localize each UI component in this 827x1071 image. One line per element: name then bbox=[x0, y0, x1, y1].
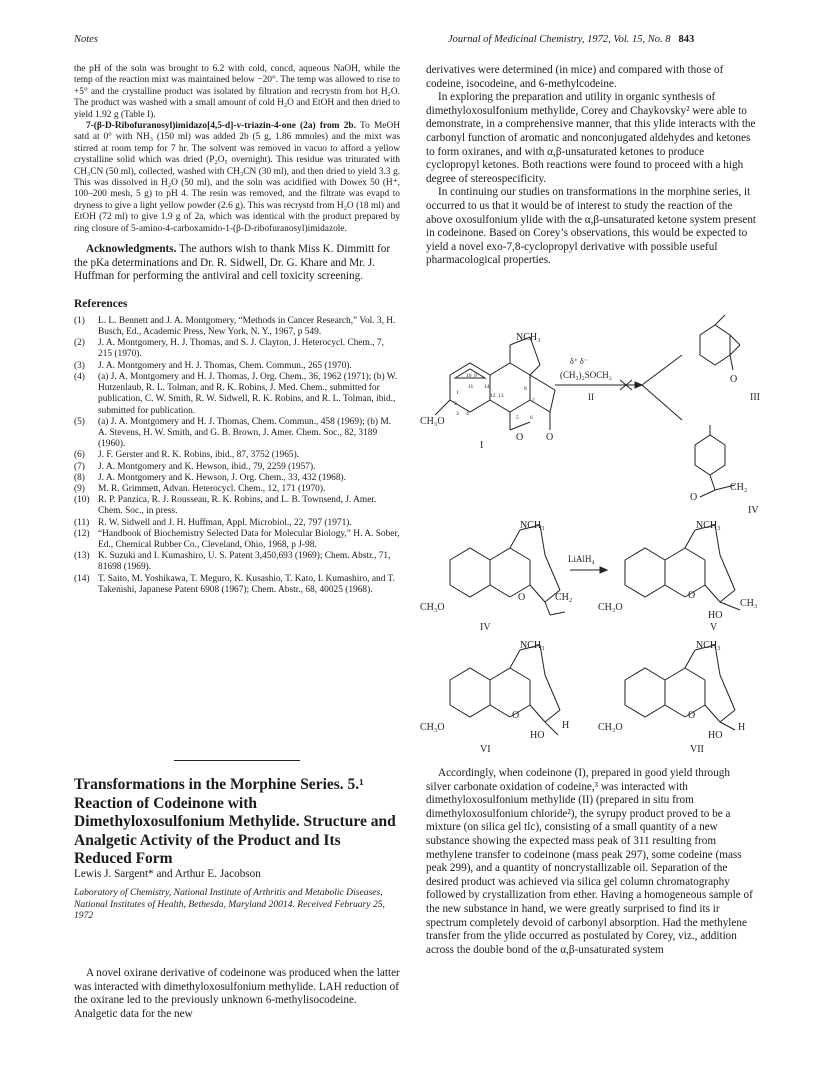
reference-number: (10) bbox=[74, 495, 90, 506]
reference-item bbox=[74, 316, 400, 338]
compound-label-V: V bbox=[710, 622, 718, 633]
ring-number: 14 bbox=[484, 384, 490, 390]
ring-number: 10 bbox=[466, 373, 472, 379]
reference-text: R. W. Sidwell and J. H. Huffman, Appl. Microbiol., 22, 797 (1971). bbox=[98, 517, 352, 528]
references-list bbox=[74, 316, 400, 596]
journal-citation: Journal of Medicinal Chemistry, 1972, Vol. 15, No. 8 bbox=[448, 34, 671, 45]
results-text: Accordingly, when codeinone (I), prepared in good yield through silver carbonate oxidation of codeine,³ was interacted with dimethyloxosulfonium methylide (II) (prepared in situ from dimethyloxosulfonium chloride²), the syrupy product proved to be a mixture (on silica gel tlc), consisting of a small quantity of a new substance showing the expected mass peak of 311 resulting from methylene transfer to codeinone (mass peak 297), some codeine (mass peak 299), and a quantity of noncrystallizable oil. Separation of the desired product was achieved via silica gel column chromatography followed by crystallization from ether. Having a homogeneous sample of the new substance in hand, we were greatly surprised to find its ir spectrum completely devoid of carbonyl absorption. Had the methylene transfer from the ylide occurred as postulated by Corey, viz., addition across the double bond of the α,β-unsaturated system bbox=[426, 767, 753, 956]
reference-text: L. L. Bennett and J. A. Montgomery, “Methods in Cancer Research,” Vol. 3, H. Busch, Ed., Academic Press, New York, N. Y., 1967, p 549. bbox=[98, 315, 396, 338]
label-nch3: NCH₃ bbox=[520, 520, 545, 531]
ring-number: 4 bbox=[466, 411, 469, 417]
experimental-paragraph-2 bbox=[74, 121, 400, 235]
section-divider bbox=[174, 760, 300, 761]
structure-I bbox=[435, 337, 555, 430]
reference-item bbox=[74, 574, 400, 596]
reference-text: M. R. Grimmett, Advan. Heterocycl. Chem., 12, 171 (1970). bbox=[98, 483, 326, 494]
reference-number: (3) bbox=[74, 360, 85, 371]
label-o: O bbox=[512, 710, 520, 721]
reference-text: “Handbook of Biochemistry Selected Data for Molecular Biology,” H. A. Sober, Ed., Chemical Rubber Co., Cleveland, Ohio, 1968, p J-98. bbox=[98, 528, 400, 550]
label-ch2: CH₂ bbox=[730, 482, 748, 493]
reference-number: (11) bbox=[74, 517, 90, 528]
reference-number: (1) bbox=[74, 315, 85, 326]
ring-number: 13 bbox=[498, 393, 504, 399]
reagent-lialh4: LiAlH₄ bbox=[568, 554, 595, 564]
label-o: O bbox=[516, 432, 524, 443]
reagent-formula: (CH₃)₂SOCH₂ bbox=[560, 370, 612, 380]
label-ch3o: CH₃O bbox=[420, 416, 445, 427]
label-nch3: NCH₃ bbox=[516, 332, 541, 343]
structure-V bbox=[625, 525, 740, 610]
compound-label-VI: VI bbox=[480, 744, 491, 755]
ring-number: 12 bbox=[490, 393, 496, 399]
reference-number: (5) bbox=[74, 416, 85, 427]
reference-number: (4) bbox=[74, 371, 85, 382]
ring-number: 7 bbox=[532, 398, 535, 404]
label-o: O bbox=[546, 432, 554, 443]
intro-paragraph-2: In continuing our studies on transformations in the morphine series, it occurred to us that it would be of interest to study the reaction of the above oxosulfonium ylide with the α,β-unsaturated ketone system present in codeinone. Based on Corey’s observations, this would be expected to yield a novel exo-7,8-cyclopropyl derivative with possible useful pharmacological properties. bbox=[426, 186, 757, 267]
label-ch3o: CH₃O bbox=[420, 602, 445, 613]
reference-text: T. Saito, M. Yoshikawa, T. Meguro, K. Kusashio, T. Kato, I. Kumashiro, and T. Takenishi, Japanese Patent 6908 (1967); Chem. Abstr., 68, 40025 (1968). bbox=[98, 573, 395, 595]
reference-item bbox=[74, 529, 400, 551]
page-number: 843 bbox=[678, 34, 695, 45]
references-heading: References bbox=[74, 297, 128, 310]
ring-number: 8 bbox=[524, 386, 527, 392]
reference-text: J. A. Montgomery and H. J. Thomas, Chem. Commun., 265 (1970). bbox=[98, 360, 352, 371]
reference-item bbox=[74, 450, 400, 461]
reference-item bbox=[74, 361, 400, 372]
intro-paragraph: In exploring the preparation and utility in organic synthesis of dimethyloxosulfonium methylide, Corey and Chaykovsky² were able to demonstrate, in a comprehensive manner, that this ylide interacts with the carbonyl function of aromatic and nonconjugated aldehydes and ketones to form oxiranes, and with α,β-unsaturated ketones to produce cyclopropyl ketones. Both reactions were found to proceed with a high degree of stereospecificity. bbox=[426, 91, 756, 185]
reference-number: (6) bbox=[74, 450, 85, 461]
experimental-paragraph: the pH of the soln was brought to 6.2 with cold, concd, aqueous NaOH, while the temp of the reaction mixt was maintained below −20°. The temp was allowed to rise to +5° and the crystalline product was isolated by filtration and recrystn from hot H₂O. The product was washed with a small amount of cold H₂O and EtOH and then dried to yield 1.92 g (Table I). bbox=[74, 64, 400, 120]
abstract-text: A novel oxirane derivative of codeinone was produced when the latter was interacted with dimethyloxosulfonium methylide. LAH reduction of the oxirane led to the previously unknown 6-methylisocodeine. Analgetic data for the new bbox=[74, 967, 400, 1020]
compound-label-IV-small: IV bbox=[748, 505, 759, 516]
label-o: O bbox=[688, 590, 696, 601]
reference-text: R. P. Panzica, R. J. Rousseau, R. K. Robins, and L. B. Townsend, J. Amer. Chem. Soc., in press. bbox=[98, 495, 377, 517]
reference-text: J. A. Montgomery, H. J. Thomas, and S. J. Clayton, J. Heterocycl. Chem., 7, 215 (1970). bbox=[98, 338, 384, 360]
reference-number: (12) bbox=[74, 528, 90, 539]
label-o: O bbox=[688, 710, 696, 721]
reference-number: (2) bbox=[74, 338, 85, 349]
label-ho: HO bbox=[708, 610, 723, 621]
reference-item bbox=[74, 551, 400, 573]
reference-number: (7) bbox=[74, 461, 85, 472]
compound-label-III: III bbox=[750, 392, 760, 403]
label-ch2: CH₂ bbox=[555, 592, 573, 603]
ack-heading: Acknowledgments. bbox=[86, 243, 177, 256]
reference-text: K. Suzuki and I. Kumashiro, U. S. Patent 3,450,693 (1969); Chem. Abstr., 71, 81698 (1969). bbox=[98, 551, 391, 573]
reference-item bbox=[74, 473, 400, 484]
label-o: O bbox=[690, 492, 698, 503]
reference-item bbox=[74, 462, 400, 473]
right-column-text bbox=[426, 64, 756, 268]
acknowledgments bbox=[74, 243, 400, 284]
reference-item bbox=[74, 495, 400, 517]
reference-number: (13) bbox=[74, 551, 90, 562]
results-paragraph bbox=[426, 767, 756, 957]
ylide-charges: δ⁺ δ⁻ bbox=[570, 357, 588, 366]
label-o: O bbox=[518, 592, 526, 603]
ack-text: The authors wish to thank Miss K. Dimmitt for the pKa determinations and Dr. R. Sidwell, Dr. G. Khare and Mr. J. Huffman for performing the antiviral and cell toxicity screening. bbox=[74, 243, 391, 283]
label-ho: HO bbox=[530, 730, 545, 741]
reference-text: (a) J. A. Montgomery and H. J. Thomas, Chem. Commun., 458 (1969); (b) M. A. Stevens, H. W. Smith, and G. B. Brown, J. Amer. Chem. Soc., 82, 3189 (1960). bbox=[98, 416, 392, 450]
article-title: Transformations in the Morphine Series. 5.¹ Reaction of Codeinone with Dimethyloxosulfonium Methylide. Structure and Analgetic Activity of the Product and Its Reduced Form bbox=[74, 776, 396, 867]
label-nch3: NCH₃ bbox=[696, 640, 721, 651]
section-label: Notes bbox=[74, 34, 98, 45]
label-h: H bbox=[738, 722, 746, 733]
label-o: O bbox=[730, 374, 738, 385]
structure-VI bbox=[450, 645, 560, 735]
label-ch3o: CH₃O bbox=[598, 722, 623, 733]
experimental-text: To MeOH satd at 0° with NH₃ (150 ml) was added 2b (5 g, 1.86 mmoles) and the mixt was stirred at room temp for 7 hr. The solvent was removed in vacuo to afford a yellow crystalline solid which was dried (P₂O₅ overnight). This residue was triturated with CH₃CN (50 ml), collected, washed with CH₃CN (30 ml), and then dried to yield 3.3 g. This was dissolved in H₂O (50 ml), and the soln was acidified with Dowex 50 (H⁺, 100–200 mesh, 5 g) to pH 4. The resin was removed, and the filtrate was evapd to dryness to give a light yellow powder (2.6 g). This was recrystd from H₂O (18 ml) and EtOH (72 ml) to give 1.9 g of 2a, which was identical with the product prepared by ring closure of 5-amino-4-carboxamido-1-(β-D-ribofuranosyl)imidazole. bbox=[74, 121, 400, 234]
ring-number: 6 bbox=[530, 415, 533, 421]
structure-VII bbox=[625, 645, 735, 730]
reference-text: J. F. Gerster and R. K. Robins, ibid., 87, 3752 (1965). bbox=[98, 450, 300, 461]
compound-label-IV: IV bbox=[480, 622, 491, 633]
reference-item bbox=[74, 518, 400, 529]
ring-numbers bbox=[454, 373, 535, 421]
journal-header bbox=[448, 34, 694, 45]
ring-number: 11 bbox=[468, 384, 474, 390]
reference-text: J. A. Montgomery and K. Hewson, J. Org. Chem., 33, 432 (1968). bbox=[98, 472, 346, 483]
label-ch3o: CH₃O bbox=[420, 722, 445, 733]
structure-IV-small bbox=[695, 425, 735, 497]
authors: Lewis J. Sargent* and Arthur E. Jacobson bbox=[74, 868, 261, 880]
label-nch3: NCH₃ bbox=[520, 640, 545, 651]
ring-number: 2 bbox=[454, 401, 457, 407]
ring-number: 9 bbox=[474, 373, 477, 379]
reference-number: (9) bbox=[74, 483, 85, 494]
abstract bbox=[74, 967, 400, 1021]
reference-text: (a) J. A. Montgomery and H. J. Thomas, J. Org. Chem., 36, 1962 (1971); (b) W. Hutzenlaub, R. L. Tolman, and R. K. Robins, J. Med. Chem., submitted for publication, C. W. Smith, R. W. Sidwell, R. K. Robins, and R. L. Tolman, ibid., submitted for publication. bbox=[98, 371, 398, 416]
intro-continuation: derivatives were determined (in mice) and compared with those of codeine, isocodeine, and 6-methylcodeine. bbox=[426, 64, 724, 90]
reference-item bbox=[74, 338, 400, 360]
left-column bbox=[74, 64, 400, 596]
label-ho: HO bbox=[708, 730, 723, 741]
experimental-section bbox=[74, 64, 400, 235]
label-h: H bbox=[562, 720, 570, 731]
structure-III bbox=[700, 315, 740, 370]
reagent-label: II bbox=[588, 392, 594, 402]
reference-number: (14) bbox=[74, 573, 90, 584]
reaction-scheme bbox=[420, 300, 790, 760]
ring-number: 1 bbox=[456, 390, 459, 396]
label-ch3: CH₃ bbox=[740, 598, 758, 609]
reference-text: J. A. Montgomery and K. Hewson, ibid., 79, 2259 (1957). bbox=[98, 461, 316, 472]
structure-IV bbox=[450, 525, 565, 615]
label-ch3o: CH₃O bbox=[598, 602, 623, 613]
reference-item bbox=[74, 417, 400, 451]
ring-number: 5 bbox=[516, 415, 519, 421]
ring-number: 3 bbox=[456, 411, 459, 417]
compound-label-I: I bbox=[480, 440, 484, 451]
reference-item bbox=[74, 372, 400, 417]
reference-item bbox=[74, 484, 400, 495]
reference-number: (8) bbox=[74, 472, 85, 483]
compound-label-VII: VII bbox=[690, 744, 704, 755]
experimental-heading: 7-(β-D-Ribofuranosyl)imidazo[4,5-d]-v-triazin-4-one (2a) from 2b. bbox=[86, 121, 356, 132]
affiliation: Laboratory of Chemistry, National Institute of Arthritis and Metabolic Diseases, National Institutes of Health, Bethesda, Maryland 20014. Received February 25, 1972 bbox=[74, 887, 385, 922]
label-nch3: NCH₃ bbox=[696, 520, 721, 531]
